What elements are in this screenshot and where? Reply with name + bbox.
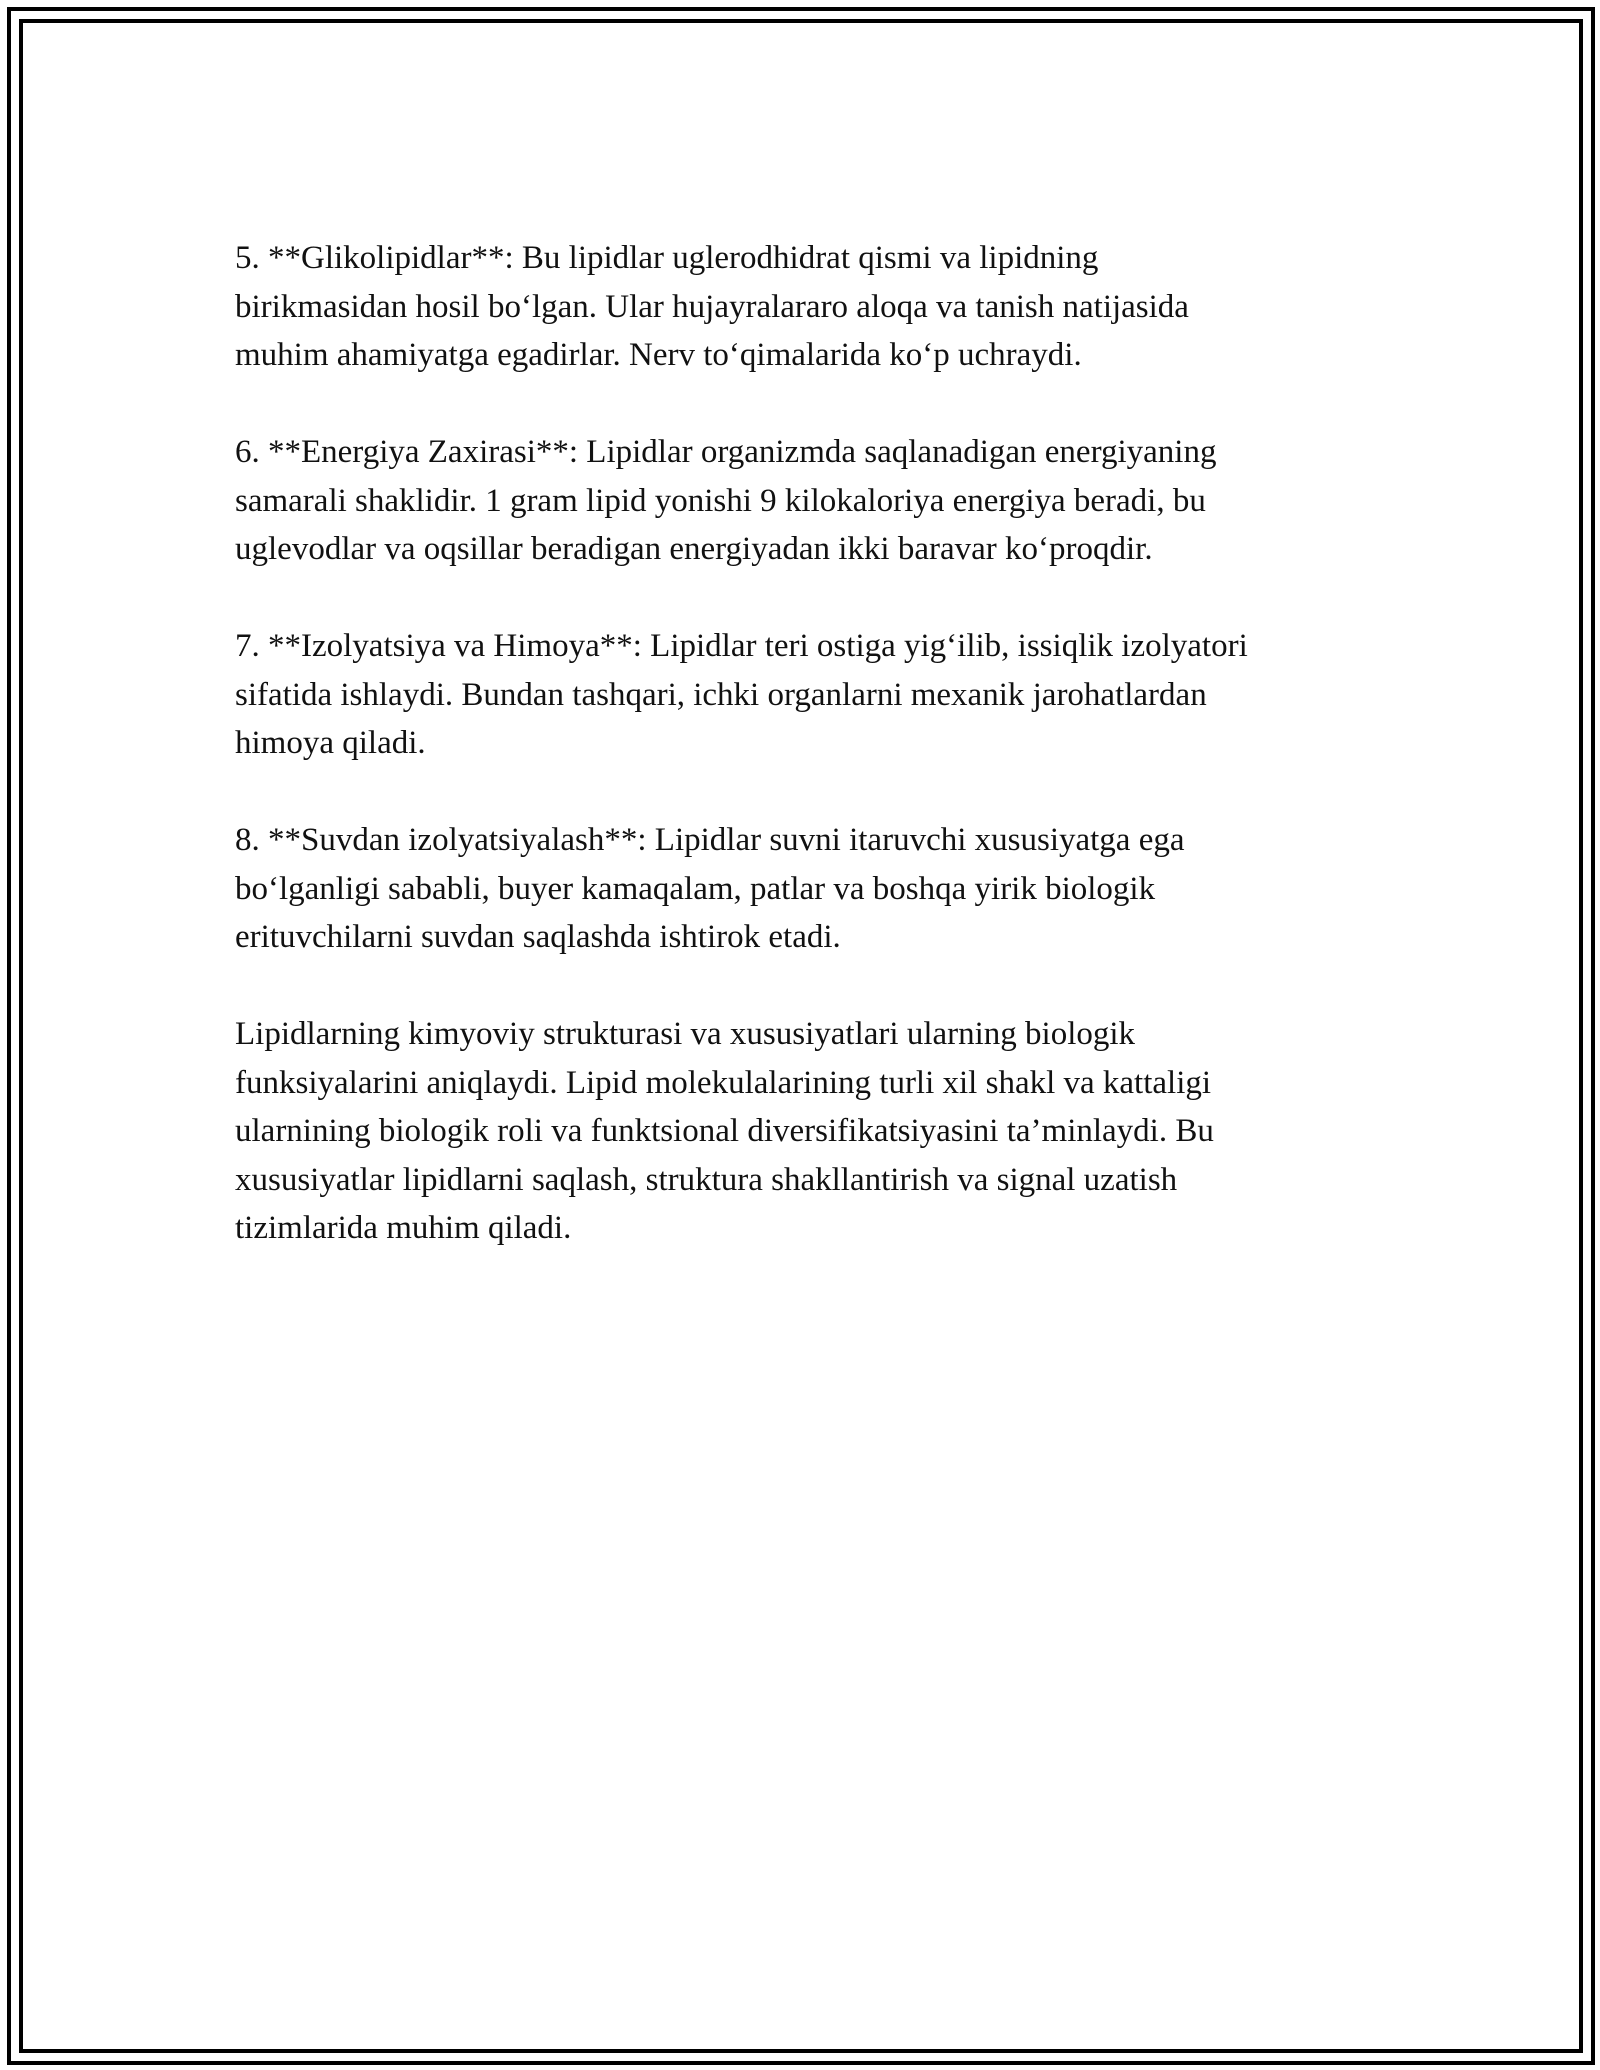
text-line: samarali shaklidir. 1 gram lipid yonishi 9 kilokaloriya energiya beradi, bu [235,482,1206,519]
paragraph-energiya-zaxirasi [235,428,1385,574]
text-line: bo‘lganligi sababli, buyer kamaqalam, patlar va boshqa yirik biologik [235,870,1156,907]
text-line: tizimlarida muhim qiladi. [235,1210,572,1246]
paragraph-glikolipidlar [235,234,1385,380]
text-line: xususiyatlar lipidlarni saqlash, struktura shakllantirish va signal uzatish [235,1161,1178,1198]
paragraph-conclusion [235,1010,1385,1253]
text-line: 6. **Energiya Zaxirasi**: Lipidlar organizmda saqlanadigan energiyaning [235,434,1217,470]
text-line: birikmasidan hosil bo‘lgan. Ular hujayralararo aloqa va tanish natijasida [235,288,1189,325]
text-line: himoya qiladi. [235,725,426,761]
text-line: 5. **Glikolipidlar**: Bu lipidlar uglerodhidrat qismi va lipidning [235,240,1099,276]
text-line: muhim ahamiyatga egadirlar. Nerv to‘qimalarida ko‘p uchraydi. [235,337,1082,373]
text-line: 7. **Izolyatsiya va Himoya**: Lipidlar teri ostiga yig‘ilib, issiqlik izolyatori [235,628,1248,664]
paragraph-izolyatsiya-himoya [235,622,1385,768]
text-line: funksiyalarini aniqlaydi. Lipid molekulalarining turli xil shakl va kattaligi [235,1064,1212,1101]
text-line: Lipidlarning kimyoviy strukturasi va xususiyatlari ularning biologik [235,1016,1136,1052]
paragraph-suvdan-izolyatsiyalash [235,816,1385,962]
text-line: 8. **Suvdan izolyatsiyalash**: Lipidlar suvni itaruvchi xususiyatga ega [235,822,1185,858]
document-body [235,234,1385,1301]
text-line: erituvchilarni suvdan saqlashda ishtirok etadi. [235,919,841,955]
text-line: uglevodlar va oqsillar beradigan energiyadan ikki baravar ko‘proqdir. [235,531,1153,567]
text-line: ularnining biologik roli va funktsional diversifikatsiyasini ta’minlaydi. Bu [235,1113,1214,1149]
text-line: sifatida ishlaydi. Bundan tashqari, ichki organlarni mexanik jarohatlardan [235,676,1207,713]
